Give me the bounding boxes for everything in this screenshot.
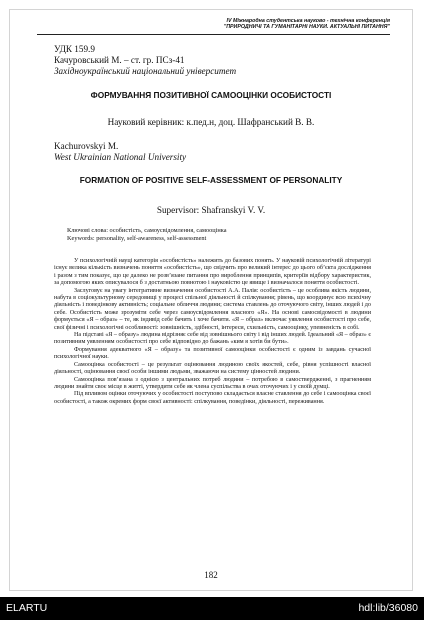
paragraph: У психологічній науці категорія «особистість» належить до базових понять. У науковій психологічній літературі існує велика кількість визначень поняття «особистість», що свідчить про великий інтерес до цього об’єкта дослідження і разом з тим показує, що це далеко не розв’язане питання про вироблення принципів, критеріїв відбору характеристик, за допомогою яких описувалося б з достатньою повнотою і науковістю це явище і визначалося поняття особистості. [54,258,371,287]
conference-header [90,18,390,30]
document-page [9,9,413,591]
author-en: Kachurovskyi M. [54,141,119,151]
university-ua: Західноукраїнський національний університет [54,66,237,76]
keywords-ua: Ключові слова: особистість, самоусвідомлення, самооцінка [67,227,227,234]
conference-line-1: IV Міжнародна студентська науково - технічна конференція [226,18,390,24]
article-body [54,258,371,406]
repository-footer [0,597,424,620]
supervisor-en: Supervisor: Shafranskyi V. V. [156,205,266,215]
author-ua: Качуровський М. – ст. гр. ПСз-41 [54,55,185,65]
paragraph: Формування адекватного «Я – образу» та позитивної самооцінки особистості є одним із завдань сучасної психологічної науки. [54,346,371,361]
paragraph: На підставі «Я – образу» людина відрізняє себе від зовнішнього світу і від інших людей. Ідеальний «Я – образ» є позитивним уявленням особистості про себе відповідно до бажань «ким я хотів би бути». [54,332,371,346]
repository-name: ELARTU [6,602,48,614]
university-en: West Ukrainian National University [54,152,187,162]
header-rule [37,34,390,35]
page-number: 182 [204,570,218,580]
paragraph: Під впливом оцінки оточуючих у особистості поступово складається власне ставлення до себе і самооцінка своєї особистості, а також окремих форм своєї активності: спілкування, поведінки, діяльності, переживання. [54,391,371,405]
title-ua: ФОРМУВАННЯ ПОЗИТИВНОЇ САМООЦІНКИ ОСОБИСТОСТІ [90,90,332,100]
handle-link[interactable]: hdl:lib/36080 [358,602,418,614]
keywords-en: Keywords: personality, self-awareness, self-assessment [67,235,207,242]
paragraph: Заслуговує на увагу інтегративне визначення особистості А.А. Палія: особистість – це особлива якість людини, набута в соціокультурному середовищі у процесі спільної діяльності й спілкування; рівень, що координує всю психічну діяльність і поведінкову активність; соціальне обличчя людини; система ставлень до оточуючого світу, інших людей і до себе. Особистість може зрозуміти себе через самоусвідомлення власного «Я». На основі самосвідомості в людини формується «Я – образ» – те, як індивід себе бачить і хоче бачити. «Я – образ» включає уявлення особистості про себе, свої фізичні і психологічні особливості: зовнішність, здібності, інтереси, схильність, самооцінку, упевненість в собі. [54,287,371,331]
supervisor-ua: Науковий керівник: к.пед.н, доц. Шафранський В. В. [107,117,315,127]
paragraph: Самооцінка особистості – це результат оцінювання людиною своїх якостей, себе, рівня успішності власної діяльності, оцінювання своєї особи іншими людьми, зважаючи на систему цінностей людини. [54,361,371,376]
title-en: FORMATION OF POSITIVE SELF-ASSESSMENT OF PERSONALITY [79,175,343,185]
conference-line-2: "ПРИРОДНИЧІ ТА ГУМАНІТАРНІ НАУКИ. АКТУАЛЬНІ ПИТАННЯ" [223,24,390,31]
udk-code: УДК 159.9 [54,44,95,54]
paragraph: Самооцінка пов’язана з однією з центральних потреб людини – потребою в самоствердженні, з прагненням людини знайти своє місце в житті, утвердити себе як члена суспільства в очах оточуючих і у своїй думці. [54,376,371,390]
